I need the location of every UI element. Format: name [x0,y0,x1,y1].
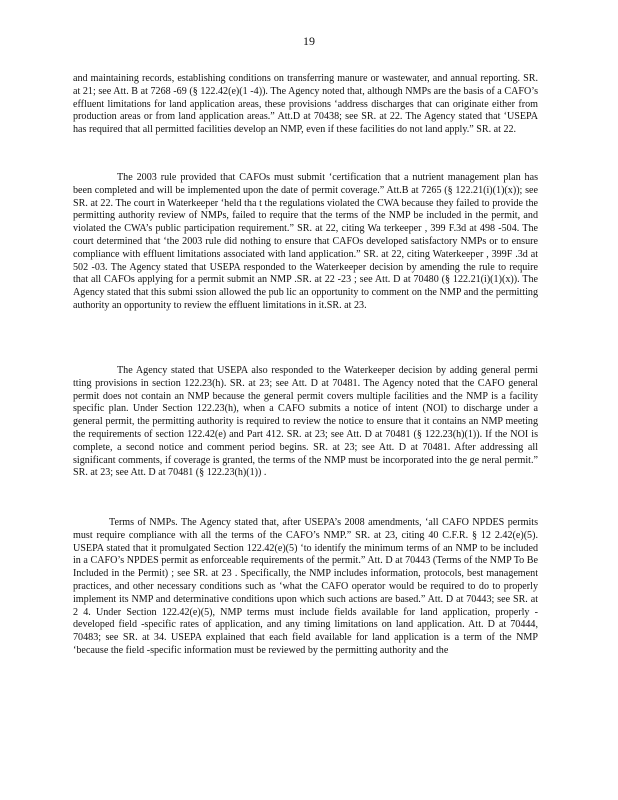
page-number: 19 [303,34,315,48]
paragraph-3: The Agency stated that USEPA also responded to the Waterkeeper decision by adding general permi tting provisions in section 122.23(h). SR. at 23; see Att. D at 70481. The Agency noted that the CAFO general permit does not contain an NMP because the general permit covers multiple facilities and the NMP is a facility specific plan. Under Section 122.23(h), when a CAFO submits a notice of intent (NOI) to discharge under a general permit, the permitting authority is required to review the notice to ensure that it contains an NMP meeting the requirements of section 122.42(e) and Part 412. SR. at 23; see Att. D at 70481 (§ 122.23(h)(1)). If the NOI is complete, a second notice and comment period begins. SR. at 23; see Att. D at 70481. After addressing all significant comments, if coverage is granted, the terms of the NMP must be incorporated into the ge neral permit.” SR. at 23; see Att. D at 70481 (§ 122.23(h)(1)) . [73,365,538,479]
paragraph-2: The 2003 rule provided that CAFOs must submit ‘certification that a nutrient management plan has been completed and will be implemented upon the date of permit coverage.” Att.B at 7265 (§ 122.21(i)(1)(x)); see SR. at 22. The court in Waterkeeper ‘held tha t the regulations violated the CWA because they failed to provide the permitting authority review of NMPs, failed to require that the terms of the NMP be included in the permit, and violated the CWA’s public participation requirement.” SR. at 22, citing Wa terkeeper , 399 F.3d at 498 -504. The court determined that ‘the 2003 rule did nothing to ensure that CAFOs developed satisfactory NMPs or to ensure compliance with effluent limitations associated with land application.” SR. at 22, citing Waterkeeper , 399F .3d at 502 -03. The Agency stated that USEPA responded to the Waterkeeper decision by amending the rule to require that all CAFOs applying for a permit submit an NMP .SR. at 22 -23 ; see Att. D at 70480 (§ 122.21(i)(1)(x)). The Agency stated that this submi ssion allowed the pub lic an opportunity to comment on the NMP and the permitting authority an opportunity to review the effluent limitations in it.SR. at 23. [73,172,538,311]
paragraph-1: and maintaining records, establishing conditions on transferring manure or wastewater, and annual reporting. SR. at 21; see Att. B at 7268 -69 (§ 122.42(e)(1 -4)). The Agency noted that, although NMPs are the basis of a CAFO’s effluent limitations for land application areas, these provisions ‘address discharges that can originate either from production areas or from land application areas.” Att.D at 70438; see SR. at 22. The Agency stated that ‘USEPA has required that all permitted facilities develop an NMP, even if these facilities do not land apply.” SR. at 22. [73,73,538,136]
paragraph-4: Terms of NMPs. The Agency stated that, after USEPA’s 2008 amendments, ‘all CAFO NPDES permits must require compliance with all the terms of the CAFO’s NMP.” SR. at 23, citing 40 C.F.R. § 12 2.42(e)(5). USEPA stated that it promulgated Section 122.42(e)(5) ‘to identify the minimum terms of an NMP to be included in a CAFO’s NPDES permit as enforceable requirements of the permit.” Att. D at 70443 (Terms of the NMP To Be Included in the Permit) ; see SR. at 23 . Specifically, the NMP includes information, protocols, best management practices, and other necessary conditions such as ‘what the CAFO operator would be required to do to properly implement its NMP and determinative conditions upon which such actions are based.” Att. D at 70443; see SR. at 2 4. Under Section 122.42(e)(5), NMP terms must include fields available for land application, properly -developed field -specific rates of application, and any timing limitations on land application. Att. D at 70444, 70483; see SR. at 34. USEPA explained that each field available for land application is a term of the NMP ‘because the field -specific information must be reviewed by the permitting authority and the [73,517,538,656]
